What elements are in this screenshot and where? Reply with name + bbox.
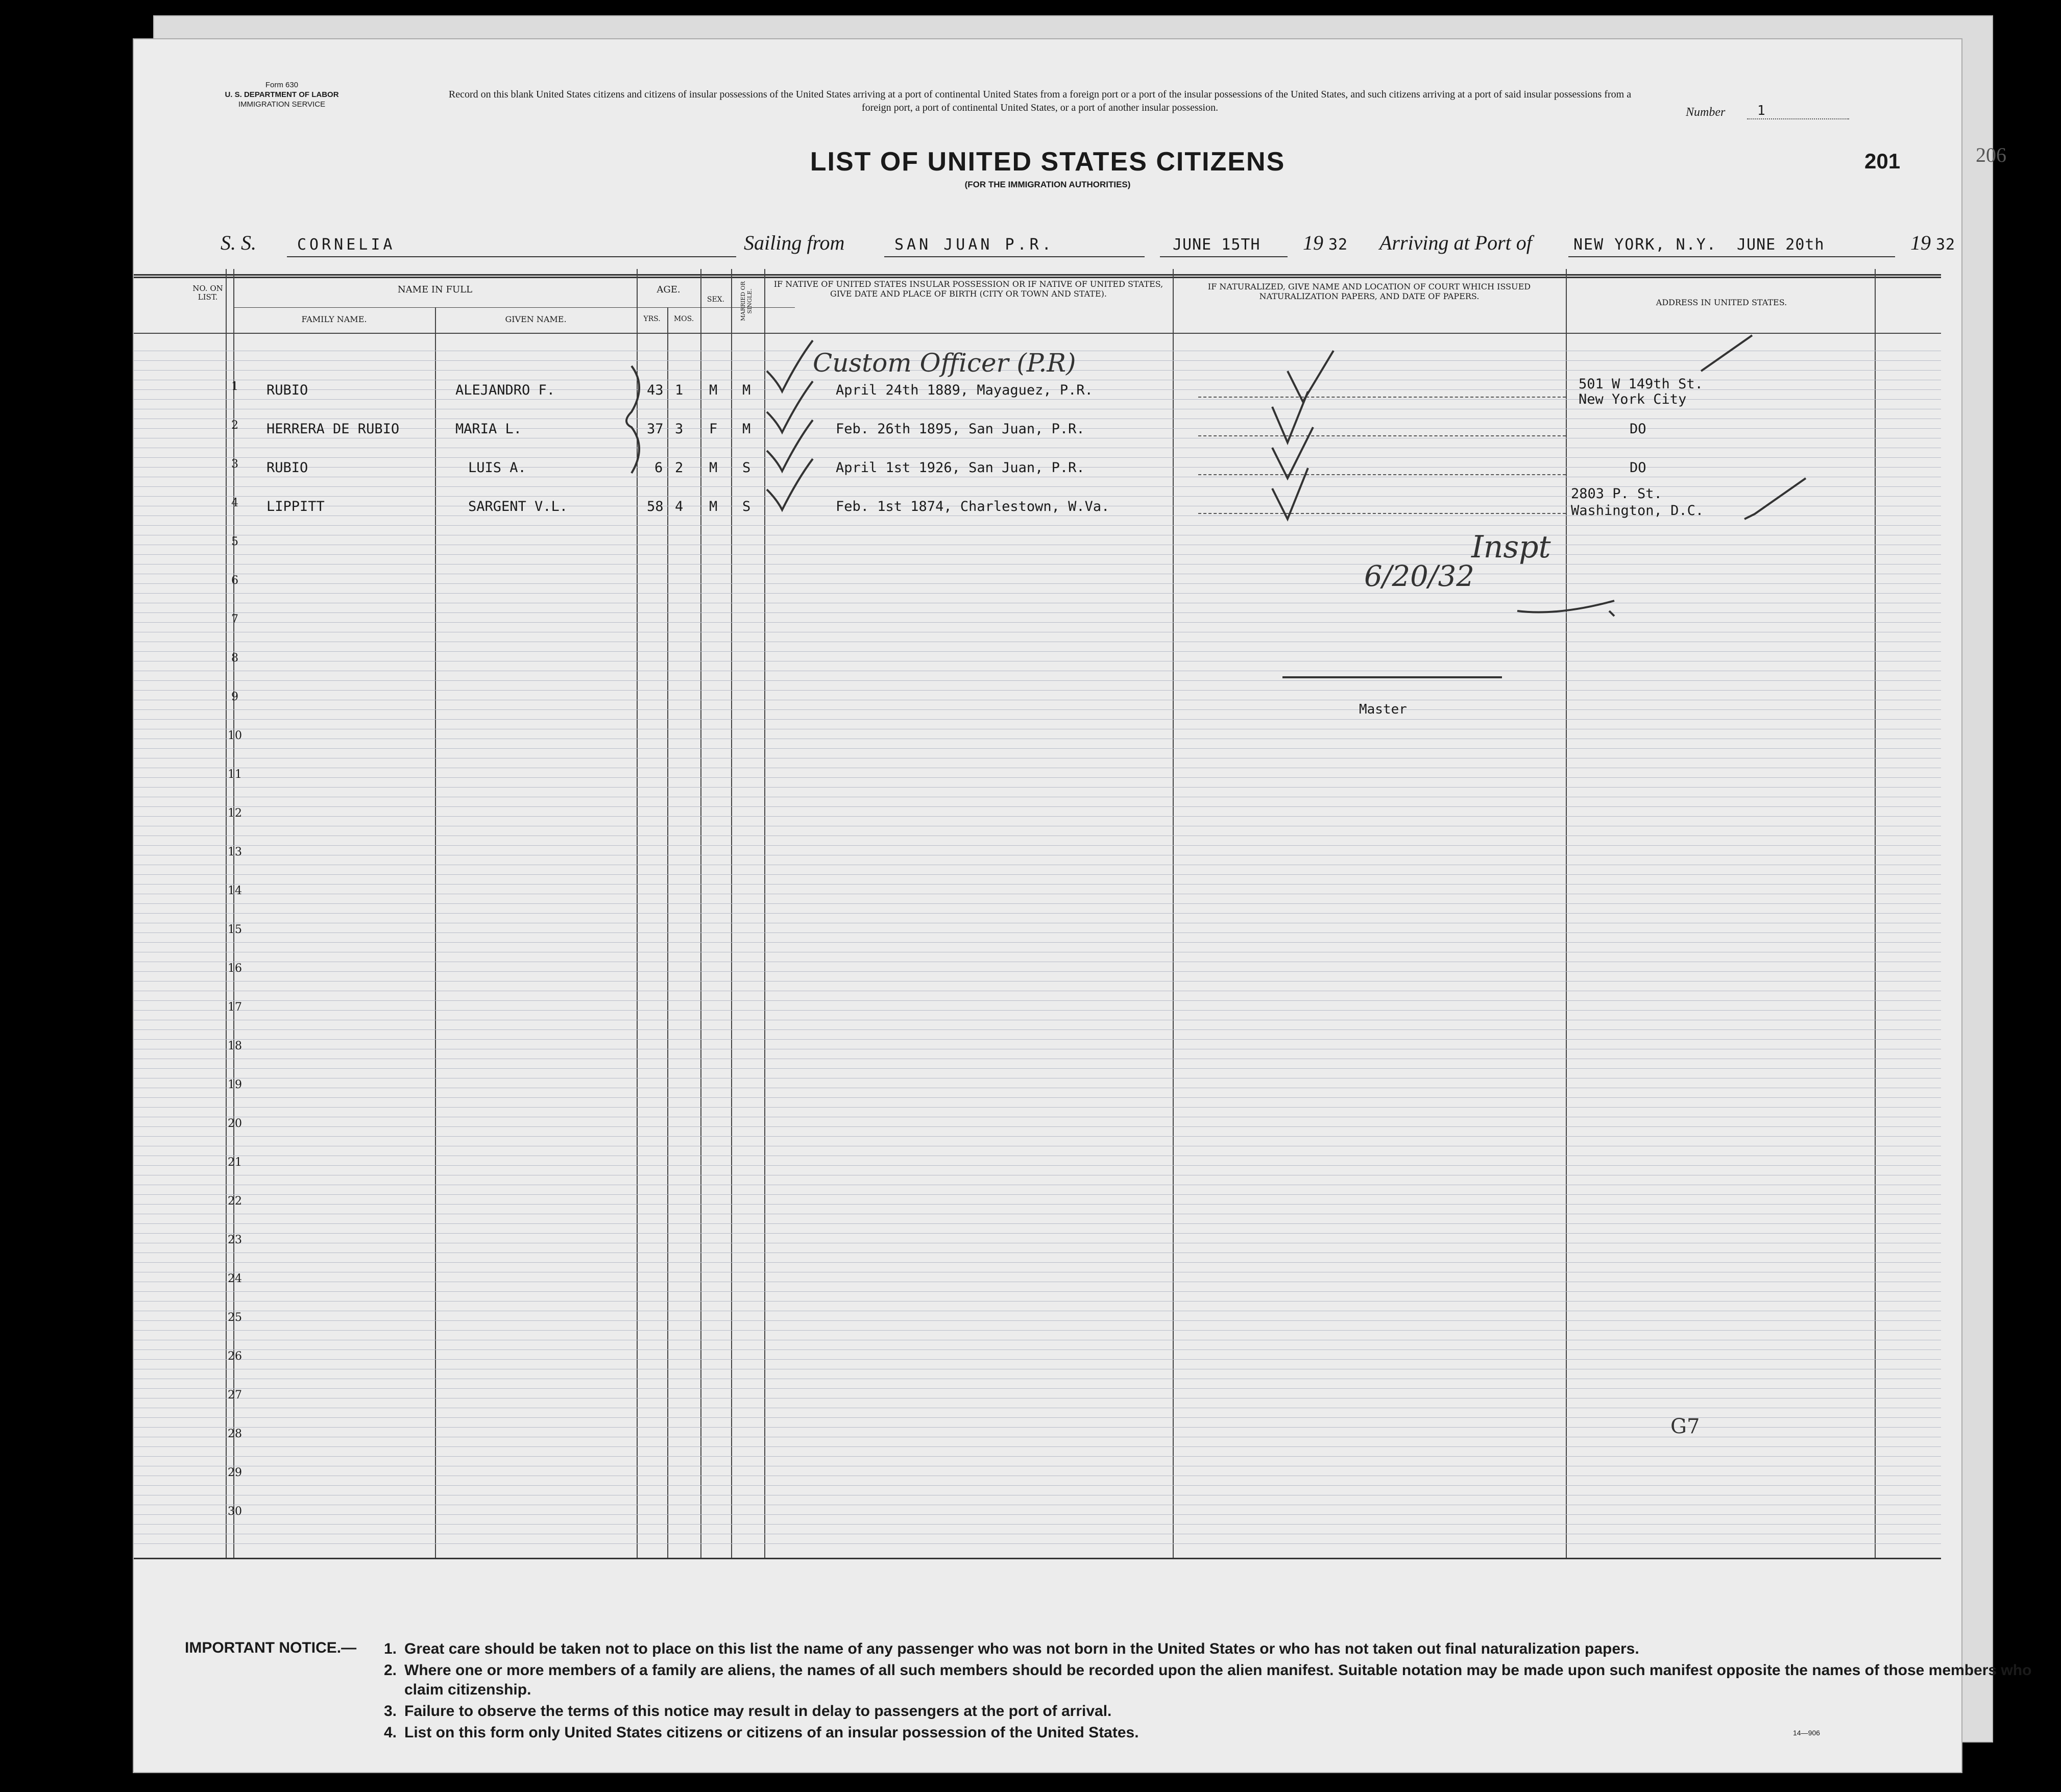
ruled-line [134,1388,1941,1389]
given-name-cell: MARIA L. [455,421,522,437]
age-months-cell: 1 [675,382,684,398]
ruled-line [134,971,1941,972]
notice-item-number: 1. [384,1640,397,1657]
row-number: 15 [228,923,242,936]
check-mark [767,340,813,391]
ruled-line [134,1097,1941,1098]
ruled-line [134,1000,1941,1001]
number-line [1747,118,1849,119]
notice-text: Failure to observe the terms of this notice may result in delay to passengers at the port of arrival. [404,1703,1112,1720]
from-date: JUNE 15TH [1173,236,1260,254]
notice-text: List on this form only United States citizens or citizens of an insular possession of the United States. [404,1724,1139,1741]
ruled-line [134,932,1941,933]
form-code: 14—906 [1793,1729,1820,1737]
binder-hole [49,1444,74,1470]
row-number: 30 [228,1505,242,1518]
row-number: 13 [228,846,242,858]
notice-item [384,1661,2038,1700]
inspector-note: Inspt [1471,529,1551,565]
row-number: 28 [228,1428,242,1440]
marital-cell: M [742,421,751,437]
row-number: 12 [228,807,242,820]
row-number: 27 [228,1389,242,1402]
given-name-cell: LUIS A. [468,460,526,476]
ruled-line [134,874,1941,875]
passenger-table [134,269,1946,1586]
check-mark [1744,478,1806,519]
from-year-prefix: 19 [1303,231,1323,254]
row-number: 29 [228,1466,242,1479]
department: U. S. DEPARTMENT OF LABOR [225,90,339,99]
ruled-line [134,1068,1941,1069]
given-name-cell: SARGENT V.L. [468,499,568,514]
given-name-cell: ALEJANDRO F. [455,382,555,398]
ss-label: S. S. [221,231,256,254]
sex-cell: M [709,382,718,398]
row-number: 2 [231,419,238,432]
binder-hole [49,306,74,332]
number-value: 1 [1757,103,1765,118]
row-number: 1 [231,380,238,393]
binder-hole [49,559,74,584]
master-label: Master [1359,702,1407,717]
row-number: 3 [231,458,238,471]
ruled-line [134,1349,1941,1350]
page-subtitle: (FOR THE IMMIGRATION AUTHORITIES) [964,180,1131,189]
sex-cell: M [709,499,718,514]
birth-cell: April 24th 1889, Mayaguez, P.R. [836,382,1093,398]
header-no: NO. ON LIST. [192,284,223,302]
header-family-name: FAMILY NAME. [301,314,367,324]
address-line2-cell: Washington, D.C. [1571,503,1704,519]
ruled-line [134,806,1941,807]
row-number: 20 [228,1117,242,1130]
form-number: Form 630 [265,81,299,89]
row-number: 24 [228,1272,242,1285]
ruled-line [134,1514,1941,1515]
age-months-cell: 4 [675,499,684,514]
row-number: 10 [228,729,242,742]
row-number: 26 [228,1350,242,1363]
ruled-line [134,942,1941,943]
birth-cell: April 1st 1926, San Juan, P.R. [836,460,1085,476]
ruled-line [134,1456,1941,1457]
ruled-line [134,1543,1941,1544]
ruled-line [134,1320,1941,1321]
ruled-line [134,787,1941,788]
arrive-port-underline [1568,256,1895,257]
address-cell: 2803 P. St. [1571,486,1662,502]
family-bracket [626,366,639,473]
ruled-line [134,1029,1941,1030]
row-number: 17 [228,1001,242,1014]
row-number: 19 [228,1078,242,1091]
ruled-line [134,1223,1941,1224]
from-date-underline [1160,256,1288,257]
ship-name: CORNELIA [297,236,396,254]
arrive-port: NEW YORK, N.Y. [1573,236,1717,254]
check-mark [1288,351,1333,402]
check-mark [767,459,813,510]
row-number: 9 [231,691,238,703]
arrive-year-prefix: 19 [1910,231,1931,254]
notice-title: IMPORTANT NOTICE.— [185,1639,357,1656]
family-name-cell: RUBIO [266,460,308,476]
margin-mark: G7 [1670,1415,1700,1438]
number-label: Number [1686,106,1726,119]
ruled-line [134,1359,1941,1360]
row-number: 23 [228,1234,242,1246]
age-years-cell: 6 [654,460,663,476]
header-birth: IF NATIVE OF UNITED STATES INSULAR POSSESSION OR IF NATIVE OF UNITED STATES, GIVE DATE AND PLACE OF BIRTH (CITY OR TOWN AND STATE). [773,279,1163,299]
page-stamp: 206 [1976,143,2006,166]
ruled-line [134,913,1941,914]
service: IMMIGRATION SERVICE [238,100,326,109]
row-number: 14 [228,885,242,897]
row-number: 4 [231,497,238,509]
header-naturalized: IF NATURALIZED, GIVE NAME AND LOCATION OF COURT WHICH ISSUED NATURALIZATION PAPERS, AND DATE OF PAPERS. [1207,282,1531,301]
header-sex: SEX. [707,296,725,304]
age-months-cell: 3 [675,421,684,437]
binder-hole [49,1113,74,1138]
birth-cell: Feb. 26th 1895, San Juan, P.R. [836,421,1085,437]
sex-cell: F [709,421,718,437]
address-cell: DO [1630,421,1646,437]
check-mark [1701,335,1752,371]
ruled-line [134,1039,1941,1040]
notice-text: Great care should be taken not to place on this list the name of any passenger who was not born in the United States or who has not taken out final naturalization papers. [404,1640,1639,1657]
ruled-line [134,816,1941,817]
ruled-line [134,1136,1941,1137]
instructions: Record on this blank United States citizens and citizens of insular possessions of the United States arriving at a port of continental United States from a foreign port or a port of the insular possessions of the United States, and such citizens arriving at a port of said insular possessions from a foreign port, a port of continental United States, or a port of another insular possession. [448,89,1632,113]
notice-item [384,1702,2038,1721]
ruled-line [134,1427,1941,1428]
notice-item [384,1639,2038,1659]
binder-hole [49,225,74,250]
from-year: 32 [1328,236,1348,254]
binder-hole [49,1192,74,1217]
ruled-line [134,1291,1941,1292]
address-cell: 501 W 149th St. [1579,376,1703,392]
ruled-line [134,1301,1941,1302]
arriving-label: Arriving at Port of [1379,231,1532,254]
marital-cell: M [742,382,751,398]
birth-cell: Feb. 1st 1874, Charlestown, W.Va. [836,499,1110,514]
age-months-cell: 2 [675,460,684,476]
page-title: LIST OF UNITED STATES CITIZENS [810,147,1286,177]
check-mark [1272,468,1308,519]
ruled-line [134,884,1941,885]
row-number: 21 [228,1156,242,1169]
ruled-line [134,1194,1941,1195]
ruled-line [134,845,1941,846]
age-years-cell: 43 [647,382,664,398]
page-number: 201 [1864,149,1901,173]
ruled-line [134,1165,1941,1166]
notice-item-number: 4. [384,1724,397,1741]
row-number: 22 [228,1195,242,1208]
ruled-line [134,1330,1941,1331]
notice-item-number: 3. [384,1703,397,1720]
notice-text: Where one or more members of a family are aliens, the names of all such members should be recorded upon the alien manifest. Suitable notation may be made upon such manifest opposite the names of those members who claim citizenship. [404,1662,2032,1698]
row-number: 6 [231,574,238,587]
ruled-line [134,1417,1941,1418]
header-married: MARRIED OR SINGLE. [740,281,753,321]
row-number: 7 [231,613,238,626]
from-port-underline [884,256,1145,257]
row-number: 8 [231,652,238,665]
handwritten-marks [134,269,1941,779]
notice-item-number: 2. [384,1662,397,1679]
ruled-line [134,1107,1941,1108]
ruled-line [134,1233,1941,1234]
arrive-date: JUNE 20th [1737,236,1825,254]
marital-cell: S [742,460,751,476]
family-name-cell: LIPPITT [266,499,325,514]
custom-officer-note: Custom Officer (P.R) [813,348,1076,378]
family-name-cell: RUBIO [266,382,308,398]
address-cell: DO [1630,460,1646,476]
ruled-line [134,1485,1941,1486]
row-number: 18 [228,1040,242,1052]
header-yrs: YRS. [643,315,661,323]
row-number: 16 [228,962,242,975]
arrive-year: 32 [1936,236,1956,254]
from-port: SAN JUAN P.R. [894,236,1054,254]
ruled-line [134,1126,1941,1127]
row-number: 11 [228,768,242,781]
ruled-line [134,1446,1941,1447]
header-given-name: GIVEN NAME. [505,314,567,324]
ruled-line [134,1262,1941,1263]
marital-cell: S [742,499,751,514]
table-bottom-rule [134,1558,1941,1559]
header-age: AGE. [657,284,681,295]
inspection-date: 6/20/32 [1364,560,1474,593]
check-mark [767,420,813,471]
check-mark [767,381,813,432]
binder-hole [49,1524,74,1549]
age-years-cell: 58 [647,499,664,514]
family-name-cell: HERRERA DE RUBIO [266,421,400,437]
binder-hole [49,638,74,664]
ship-underline [287,256,736,257]
sex-cell: M [709,460,718,476]
header-mos: MOS. [673,315,694,323]
ruled-line [134,1204,1941,1205]
form-identifier [175,80,389,109]
ruled-line [134,1524,1941,1525]
address-line2-cell: New York City [1579,391,1687,407]
row-number: 25 [228,1311,242,1324]
row-number: 5 [231,535,238,548]
sailing-from-label: Sailing from [744,231,845,254]
header-address: ADDRESS IN UNITED STATES. [1656,298,1787,307]
initials-flourish [1517,601,1614,616]
ruled-line [134,1010,1941,1011]
age-years-cell: 37 [647,421,664,437]
ruled-line [134,903,1941,904]
header-name-in-full: NAME IN FULL [397,284,473,295]
